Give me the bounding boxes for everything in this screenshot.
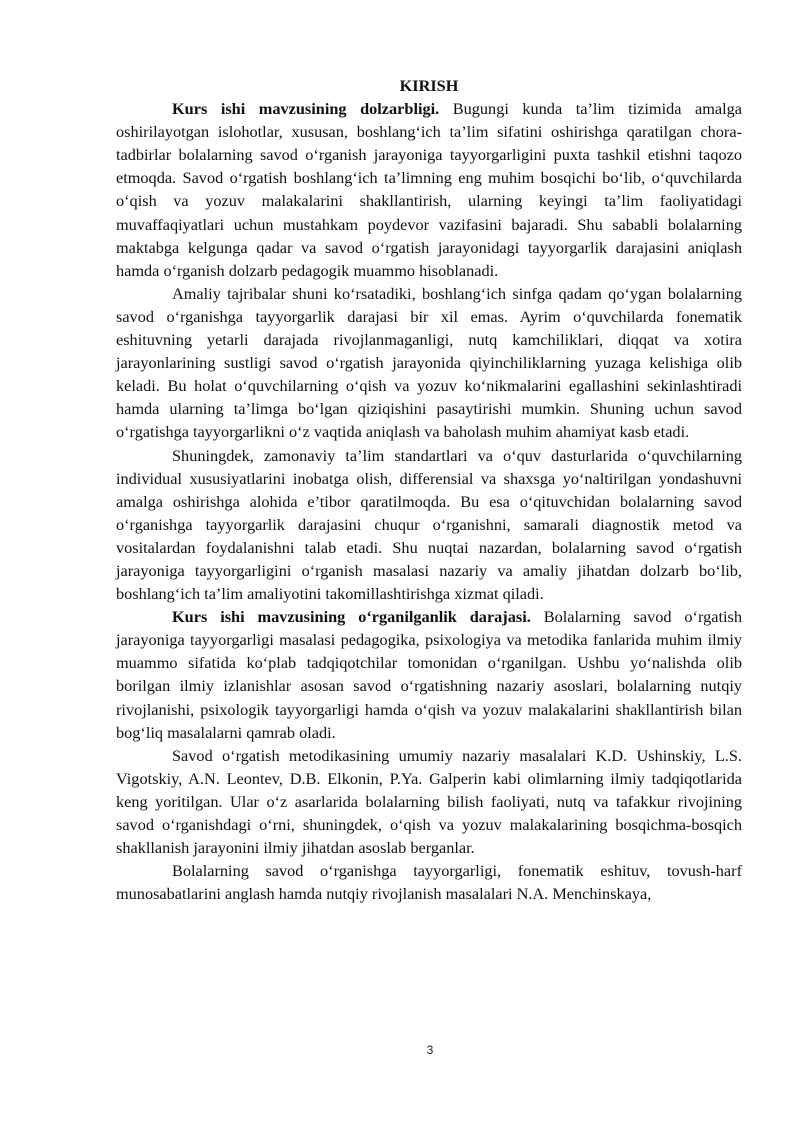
paragraph-text: Bolalarning savod o‘rganishga tayyorgarligi, fonematik eshituv, tovush-harf munosabatlarini anglash hamda nutqiy rivojlanish masalalari N.A. Menchinskaya, (116, 861, 742, 904)
section-heading: KIRISH (399, 76, 459, 95)
document-page (116, 74, 742, 905)
page-number: 3 (426, 1043, 434, 1057)
paragraph-relevance (116, 97, 742, 282)
paragraph-text: Shuningdek, zamonaviy ta’lim standartlari va o‘quv dasturlarida o‘quvchilarning individual xususiyatlarini inobatga olish, differensial va shaxsga yo‘naltirilgan yondashuvni amalga oshirishga alohida e’tibor qaratilmoqda. Bu esa o‘qituvchidan bolalarning savod o‘rganishga tayyorgarlik darajasini chuqur o‘rganishni, samarali diagnostik metod va vositalardan foydalanishni talab etadi. Shu nuqtai nazardan, bolalarning savod o‘rgatish jarayoniga tayyorgarligini o‘rganish masalasi nazariy va amaliy jihatdan dolzarb bo‘lib, boshlang‘ich ta’lim amaliyotini takomillashtirishga xizmat qiladi. (116, 445, 742, 604)
paragraph-practice (116, 282, 742, 444)
paragraph-lead: Kurs ishi mavzusining o‘rganilganlik darajasi. (172, 607, 531, 627)
paragraph-text: Savod o‘rgatish metodikasining umumiy nazariy masalalari K.D. Ushinskiy, L.S. Vigotskiy, A.N. Leontev, D.B. Elkonin, P.Ya. Galperin kabi olimlarning ilmiy tadqiqotlarida keng yoritilgan. Ular o‘z asarlarida bolalarning bilish faoliyati, nutq va tafakkur rivojining savod o‘rganishdagi o‘rni, shuningdek, o‘qish va yozuv malakalarining bosqichma-bosqich shakllanish jarayonini ilmiy jihatdan asoslab berganlar. (116, 745, 742, 858)
paragraph-standards (116, 444, 742, 606)
paragraph-text: Bolalarning savod o‘rgatish jarayoniga tayyorgarligi masalasi pedagogika, psixologiya va metodika fanlarida muhim ilmiy muammo sifatida ko‘plab tadqiqotchilar tomonidan o‘rganilgan. Ushbu yo‘nalishda olib borilgan ilmiy izlanishlar asosan savod o‘rgatishning nazariy asoslari, bolalarning nutqiy rivojlanishi, psixologik tayyorgarligi hamda o‘qish va yozuv malakalarini shakllantirish bilan bog‘liq masalalarni qamrab oladi. (116, 607, 742, 742)
paragraph-text: Bugungi kunda ta’lim tizimida amalga oshirilayotgan islohotlar, xususan, boshlang‘ich ta’lim sifatini oshirishga qaratilgan chora-tadbirlar bolalarning savod o‘rganish jarayoniga tayyorgarligini puxta tashkil etishni taqozo etmoqda. Savod o‘rgatish boshlang‘ich ta’limning eng muhim bosqichi bo‘lib, o‘quvchilarda o‘qish va yozuv malakalarini shakllantirish, ularning keyingi ta’lim faoliyatidagi muvaffaqiyatlari uchun mustahkam poydevor vazifasini bajaradi. Shu sababli bolalarning maktabga kelgunga qadar va savod o‘rgatish jarayonidagi tayyorgarlik darajasini aniqlash hamda o‘rganish dolzarb pedagogik muammo hisoblanadi. (116, 99, 743, 280)
paragraph-readiness (116, 859, 742, 905)
paragraph-study-level (116, 605, 742, 744)
paragraph-lead: Kurs ishi mavzusining dolzarbligi. (172, 99, 440, 119)
paragraph-text: Amaliy tajribalar shuni ko‘rsatadiki, boshlang‘ich sinfga qadam qo‘ygan bolalarning savod o‘rganishga tayyorgarlik darajasi bir xil emas. Ayrim o‘quvchilarda fonematik eshituvning yetarli darajada rivojlanmaganligi, nutq kamchiliklari, diqqat va xotira jarayonlarining sustligi savod o‘rgatish jarayonida qiyinchiliklarning yuzaga kelishiga olib keladi. Bu holat o‘quvchilarning o‘qish va yozuv ko‘nikmalarini egallashini sekinlashtiradi hamda ularning ta’limga bo‘lgan qiziqishini pasaytirishi mumkin. Shuning uchun savod o‘rgatishga tayyorgarlikni o‘z vaqtida aniqlash va baholash muhim ahamiyat kasb etadi. (116, 283, 742, 442)
paragraph-theory (116, 744, 742, 859)
